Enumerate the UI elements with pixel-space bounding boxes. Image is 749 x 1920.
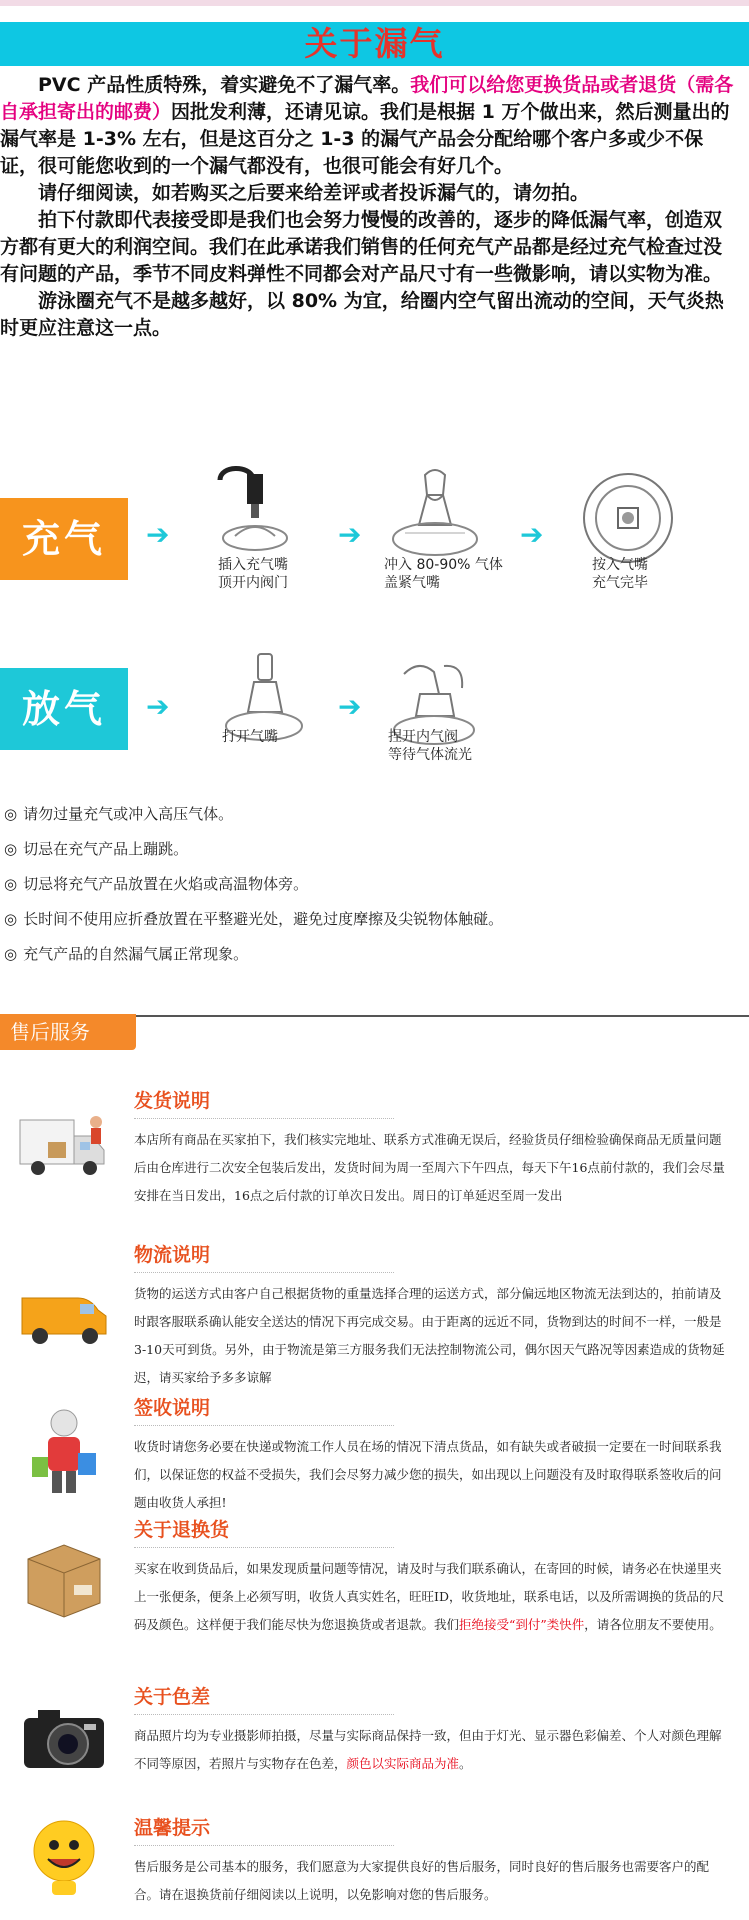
title-rule bbox=[134, 1118, 394, 1120]
service-tab: 售后服务 bbox=[0, 1014, 136, 1050]
title-rule bbox=[134, 1425, 394, 1427]
leak-notice bbox=[0, 72, 740, 342]
notice-paragraph-2: 请仔细阅读，如若购买之后要来给差评或者投诉漏气的，请勿拍。 bbox=[38, 182, 590, 204]
top-accent-line bbox=[0, 0, 749, 6]
tip-item: ◎ 切忌将充气产品放置在火焰或高温物体旁。 bbox=[4, 875, 309, 893]
service-color bbox=[0, 1684, 749, 1794]
notice-paragraph-3: 拍下付款即代表接受即是我们也会努力慢慢的改善的，逐步的降低漏气率，创造双方都有更大的利润空间。我们在此承诺我们销售的任何充气产品都是经过充气检查过没有问题的产品，季节不同皮料弹性不同都会对产品尺寸有一些微影响，请以实物为准。 bbox=[0, 209, 723, 285]
title-rule bbox=[134, 1845, 394, 1847]
tip-item: ◎ 切忌在充气产品上蹦跳。 bbox=[4, 840, 189, 858]
cap-nozzle-icon bbox=[385, 465, 485, 565]
notice-p1-text-b: 因批发利薄，还请见谅。我们是根据 1 万个做出来，然后测量出的漏气率是 1-3% 左右，但是这百分之 1-3 的漏气产品会分配给哪个客户多或少不保证，很可能您收到的一个漏气都没有，也很可能会有好几个。 bbox=[0, 101, 730, 177]
arrow-icon: ➔ bbox=[338, 518, 362, 551]
page-title: 关于漏气 bbox=[304, 24, 445, 63]
safety-tips bbox=[4, 804, 744, 979]
inflate-step-3-caption: 按入气嘴 充气完毕 bbox=[592, 557, 648, 591]
service-logistics bbox=[0, 1242, 749, 1407]
camera-icon bbox=[18, 1692, 110, 1784]
returns-warning: 拒绝接受“到付”类快件 bbox=[459, 1617, 585, 1632]
tip-item: ◎ 请勿过量充气或冲入高压气体。 bbox=[4, 805, 234, 823]
cardboard-box-icon bbox=[18, 1531, 110, 1623]
insert-nozzle-icon bbox=[205, 460, 305, 560]
title-rule bbox=[134, 1547, 394, 1549]
color-body: 商品照片均为专业摄影师拍摄，尽量与实际商品保持一致，但由于灯光、显示器色彩偏差、个人对颜色理解不同等原因，若照片与实物存在色差，颜色以实际商品为准。 bbox=[134, 1728, 722, 1771]
shipping-body: 本店所有商品在买家拍下，我们核实完地址、联系方式准确无误后，经验货员仔细检验确保商品无质量问题后由仓库进行二次安全包装后发出，发货时间为周一至周六下午四点，每天下午16点前付款的，我们会尽量安排在当日发出，16点之后付款的订单次日发出。周日的订单延迟至周一发出 bbox=[134, 1132, 725, 1203]
color-warning: 颜色以实际商品为准 bbox=[346, 1756, 460, 1771]
title-banner bbox=[0, 22, 749, 66]
notice-p1-highlight: 我们可以给您更换货品或者退货（需各自承担寄出的邮费） bbox=[0, 74, 734, 123]
arrow-icon: ➔ bbox=[146, 518, 170, 551]
notice-paragraph-1 bbox=[0, 72, 740, 180]
inflate-badge: 充气 bbox=[0, 498, 128, 580]
signoff-body: 收货时请您务必要在快递或物流工作人员在场的情况下清点货品，如有缺失或者破损一定要在一时间联系我们，以保证您的权益不受损失，我们会尽努力减少您的损失，如出现以上问题没有及时取得联系签收后的问题由收货人承担! bbox=[134, 1439, 722, 1510]
logistics-title: 物流说明 bbox=[134, 1244, 211, 1266]
smiley-icon bbox=[18, 1809, 110, 1901]
van-icon bbox=[18, 1270, 110, 1362]
arrow-icon: ➔ bbox=[338, 690, 362, 723]
signoff-title: 签收说明 bbox=[134, 1397, 211, 1419]
delivery-truck-icon bbox=[18, 1102, 110, 1194]
service-returns bbox=[0, 1517, 749, 1667]
returns-body: 买家在收到货品后，如果发现质量问题等情况，请及时与我们联系确认，在寄回的时候，请务必在快递里夹上一张便条，便条上必须写明，收货人真实姓名，旺旺ID，收货地址，联系电话，以及所需调换的货品的尺码及颜色。这样便于我们能尽快为您退换货或者退款。我们拒绝接受“到付”类快件，请各位朋友不要使用。 bbox=[134, 1561, 724, 1632]
shipping-title: 发货说明 bbox=[134, 1090, 211, 1112]
service-signoff bbox=[0, 1395, 749, 1535]
deflate-steps bbox=[0, 668, 749, 788]
reminder-title: 温馨提示 bbox=[134, 1817, 211, 1839]
deflate-step-2-caption: 捏开内气阀 等待气体流光 bbox=[388, 729, 472, 763]
shopper-icon bbox=[18, 1405, 110, 1497]
sealed-valve-icon bbox=[578, 468, 678, 568]
inflate-step-2-caption: 冲入 80-90% 气体 盖紧气嘴 bbox=[384, 557, 503, 591]
title-rule bbox=[134, 1714, 394, 1716]
inflate-step-1-caption: 插入充气嘴 顶开内阀门 bbox=[218, 557, 288, 591]
service-shipping bbox=[0, 1088, 749, 1228]
inflate-steps bbox=[0, 490, 749, 640]
reminder-body: 售后服务是公司基本的服务，我们愿意为大家提供良好的售后服务，同时良好的售后服务也需要客户的配合。请在退换货前仔细阅读以上说明，以免影响对您的售后服务。 bbox=[134, 1859, 710, 1902]
returns-title: 关于退换货 bbox=[134, 1519, 230, 1541]
arrow-icon: ➔ bbox=[146, 690, 170, 723]
tip-item: ◎ 长时间不使用应折叠放置在平整避光处，避免过度摩擦及尖锐物体触碰。 bbox=[4, 910, 504, 928]
tip-item: ◎ 充气产品的自然漏气属正常现象。 bbox=[4, 945, 249, 963]
deflate-badge: 放气 bbox=[0, 668, 128, 750]
title-rule bbox=[134, 1272, 394, 1274]
deflate-step-1-caption: 打开气嘴 bbox=[222, 729, 278, 745]
logistics-body: 货物的运送方式由客户自己根据货物的重量选择合理的运送方式，部分偏远地区物流无法到达的，拍前请及时跟客服联系确认能安全送达的情况下再完成交易。由于距离的远近不同，货物到达的时间不一样，一般是3-10天可到货。另外，由于物流是第三方服务我们无法控制物流公司，偶尔因天气路况等因素造成的货物延迟，请买家给予多多谅解 bbox=[134, 1286, 725, 1385]
service-reminder bbox=[0, 1815, 749, 1915]
notice-paragraph-4: 游泳圈充气不是越多越好，以 80% 为宜，给圈内空气留出流动的空间，天气炎热时更应注意这一点。 bbox=[0, 290, 724, 339]
notice-p1-text-a: PVC 产品性质特殊，着实避免不了漏气率。 bbox=[38, 74, 411, 96]
color-title: 关于色差 bbox=[134, 1686, 211, 1708]
arrow-icon: ➔ bbox=[520, 518, 544, 551]
